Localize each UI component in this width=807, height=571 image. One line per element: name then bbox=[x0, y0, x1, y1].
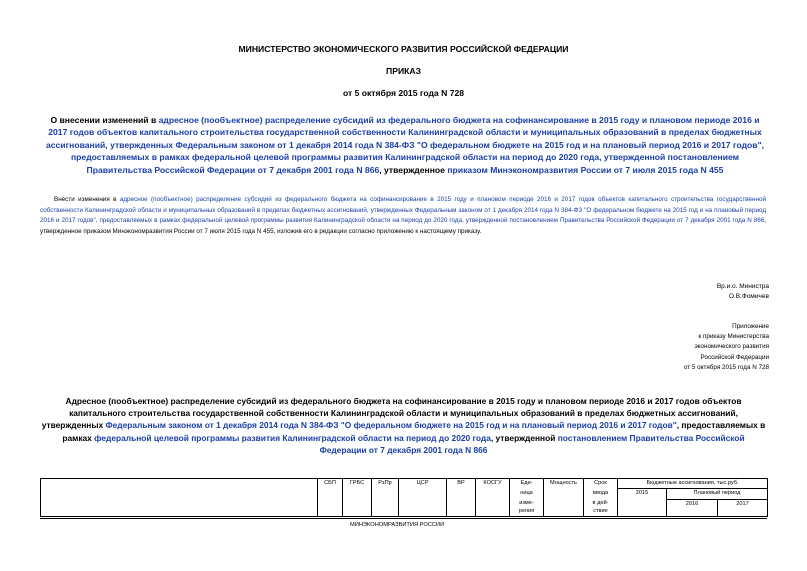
table-header-2015: 2015 bbox=[618, 489, 667, 499]
appendix-block bbox=[684, 322, 769, 373]
table-header-unit-3-text: изме- bbox=[519, 500, 534, 507]
table-header-vr: ВР bbox=[447, 479, 476, 489]
appendix-line: к приказу Министерства bbox=[698, 333, 769, 341]
table-header-cell bbox=[399, 499, 447, 516]
table-header-term-3 bbox=[584, 499, 618, 516]
table-header-cell bbox=[372, 489, 399, 499]
table-header-term-3-text: в дей- bbox=[592, 500, 609, 507]
table-header-cell bbox=[476, 489, 510, 499]
table-header-grbs: ГРБС bbox=[343, 479, 372, 489]
table-header-cell bbox=[318, 499, 343, 516]
table-header-cell bbox=[41, 489, 318, 499]
table-header-budget: Бюджетные ассигнования, тыс.руб. bbox=[618, 479, 768, 489]
annex-title-link-federal-law[interactable]: Федеральным законом от 1 декабря 2014 года N 384-ФЗ "О федеральном бюджете на 2015 год и на плановый период 2016 и 2017 годов" bbox=[105, 420, 677, 431]
table-divider bbox=[40, 518, 767, 519]
table-header-capacity: Мощность bbox=[544, 479, 584, 489]
order-title-link-distribution[interactable]: адресное (пообъектное) распределение субсидий из федерального бюджета на софинансирование в 2015 году и плановом периоде 2016 и 2017 годов объектов капитального строительства государственной собственности Калининградской области и муниципальных образований в пределах бюджетных ассигнований, утвержденных Федеральным законом от 1 декабря 2014 года N 384-ФЗ "О федеральном бюджете на 2015 год и на плановый период 2016 и 2017 годов", предоставляемых в рамках федеральной целевой программы развития Калининградской области на период до 2020 года, утвержденной постановлением Правительства Российской Федерации от 7 декабря 2001 года N 866 bbox=[45, 115, 765, 175]
table-header-unit-3 bbox=[510, 499, 544, 516]
order-title-text-2: , утвержденное bbox=[379, 164, 448, 175]
table-header-unit-4-text: рения bbox=[518, 507, 535, 514]
table-header-kosgu: КОСГУ bbox=[476, 479, 510, 489]
table-header-cell bbox=[343, 489, 372, 499]
table-header-planned: Плановый период bbox=[667, 489, 768, 499]
appendix-line: экономического развития bbox=[694, 343, 769, 351]
table-header-cell bbox=[544, 499, 584, 516]
annex-title-text-2: , предоставляемых в рамках bbox=[62, 420, 766, 443]
order-date: от 5 октября 2015 года N 728 bbox=[342, 88, 465, 98]
table-header-cell bbox=[399, 489, 447, 499]
table-header-cell bbox=[447, 499, 476, 516]
table-header-2016: 2016 bbox=[667, 499, 718, 516]
table-header-sbp: СБП bbox=[318, 479, 343, 489]
annex-title-text-3: , утвержденной bbox=[490, 432, 558, 443]
body-text-2: , утвержденное приказом Минэкономразвития России от 7 июля 2015 года N 455, изложив его в редакции согласно приложению к настоящему приказу. bbox=[40, 217, 766, 235]
table-header-unit: Еди- bbox=[510, 479, 544, 489]
order-title bbox=[44, 114, 766, 176]
table-header-term-2: ввода bbox=[584, 489, 618, 499]
annex-title bbox=[40, 395, 767, 456]
table-header-cell bbox=[544, 489, 584, 499]
table-header-cell bbox=[318, 489, 343, 499]
order-title-text-1: О внесении изменений в bbox=[50, 115, 159, 125]
order-body-paragraph bbox=[40, 195, 766, 237]
signature-name: О.В.Фомичев bbox=[728, 293, 769, 300]
table-header-rzpr: РзПр bbox=[372, 479, 399, 489]
table-header-term: Срок bbox=[584, 479, 618, 489]
table-header-cell bbox=[618, 499, 667, 516]
body-text-1: Внести изменения в bbox=[54, 196, 120, 203]
table-header-cell bbox=[343, 499, 372, 516]
allocation-table bbox=[40, 478, 767, 517]
appendix-line: Российской Федерации bbox=[700, 353, 769, 361]
table-header-cell bbox=[372, 499, 399, 516]
table-header-csr: ЦСР bbox=[399, 479, 447, 489]
ministry-heading: МИНИСТЕРСТВО ЭКОНОМИЧЕСКОГО РАЗВИТИЯ РОССИЙСКОЙ ФЕДЕРАЦИИ bbox=[238, 44, 569, 54]
table-header-cell bbox=[447, 489, 476, 499]
annex-title-text-1: Адресное (пообъектное) распределение субсидий из федерального бюджета на софинансирование в 2015 году и плановом периоде 2016 и 2017 годов объектов капитального строительства государственной собственности Калининградской области и муниципальных образований в пределах бюджетных ассигнований, утвержденных bbox=[41, 396, 742, 431]
table-header-cell bbox=[41, 499, 318, 516]
appendix-line: от 5 октября 2015 года N 728 bbox=[683, 363, 769, 371]
table-header-unit-2: ница bbox=[510, 489, 544, 499]
table-header-term-4-text: ствие bbox=[593, 507, 608, 514]
table-row-ministry: МИНЭКОНОМРАЗВИТИЯ РОССИИ bbox=[350, 522, 445, 528]
table-header-cell bbox=[476, 499, 510, 516]
order-title-link-order-455[interactable]: приказом Минэкономразвития России от 7 июля 2015 года N 455 bbox=[447, 164, 724, 175]
table-header-2017: 2017 bbox=[718, 499, 768, 516]
appendix-line: Приложение bbox=[732, 323, 769, 330]
order-heading: ПРИКАЗ bbox=[386, 66, 421, 76]
signature-block bbox=[717, 282, 769, 302]
table-header-cell bbox=[41, 479, 318, 489]
annex-title-link-program[interactable]: федеральной целевой программы развития Калининградской области на период до 2020 года bbox=[94, 432, 491, 443]
annex-title-link-resolution[interactable]: постановлением Правительства Российской Федерации от 7 декабря 2001 года N 866 bbox=[319, 432, 745, 455]
signature-position: Вр.и.о. Министра bbox=[716, 283, 769, 290]
body-link-distribution[interactable]: адресное (пообъектное) распределение субсидий из федерального бюджета на софинансирование в 2015 году и плановом периоде 2016 и 2017 годов объектов капитального строительства государственной собственности Калининградской области и муниципальных образований в пределах бюджетных ассигнований, утвержденных Федеральным законом от 1 декабря 2014 года N 384-ФЗ "О федеральном бюджете на 2015 год и на плановый период 2016 и 2017 годов", предоставляемых в рамках федеральной целевой программы развития Калининградской области на период до 2020 года, утвержденной постановлением Правительства Российской Федерации от 7 декабря 2001 года N 866 bbox=[40, 196, 766, 225]
